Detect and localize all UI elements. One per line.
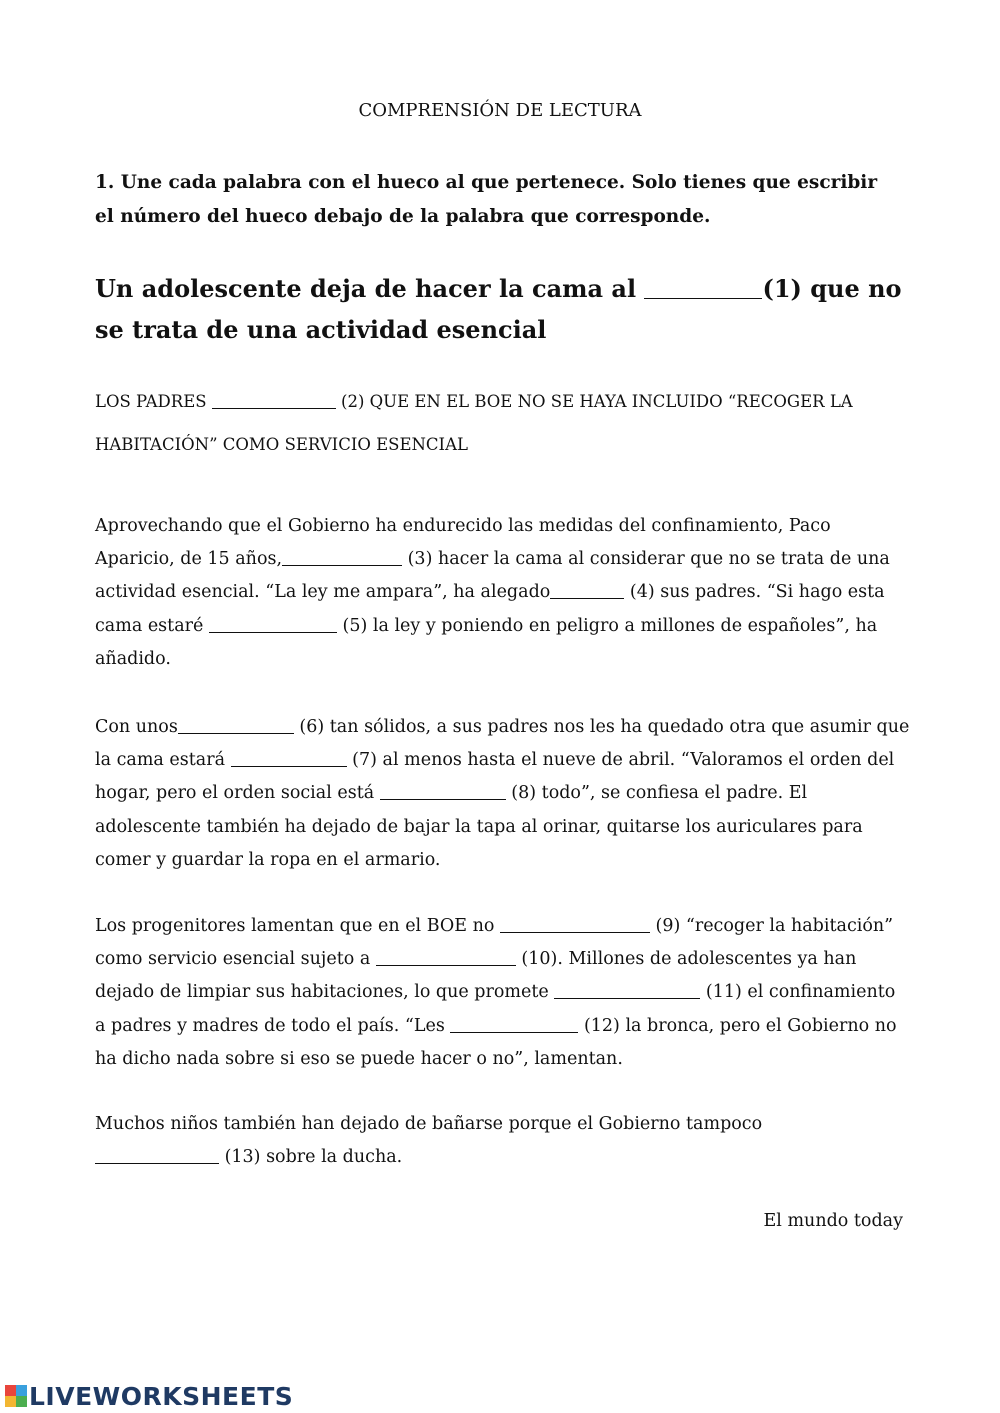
- paragraph-1: [95, 510, 910, 676]
- paragraph-2: [95, 711, 910, 877]
- paragraph-text: el confinamiento a padres y madres de todo el país. “Les: [95, 982, 896, 1036]
- gap-12[interactable]: (12): [450, 1016, 620, 1036]
- gap-7[interactable]: (7): [231, 750, 377, 770]
- paragraph-text: todo”, se confiesa el padre. El adolescente también ha dejado de bajar la tapa al orinar, quitarse los auriculares para comer y guardar la ropa en el armario.: [95, 783, 863, 870]
- subhead-text: LOS PADRES: [95, 392, 212, 411]
- article-headline: [95, 268, 915, 350]
- paragraph-text: al menos hasta el nueve de abril. “Valoramos el orden del hogar, pero el orden social está: [95, 750, 895, 804]
- liveworksheets-logo: [5, 1380, 293, 1412]
- page-title: COMPRENSIÓN DE LECTURA: [358, 100, 642, 121]
- liveworksheets-logo-icon: [5, 1385, 27, 1407]
- paragraph-text: Muchos niños también han dejado de bañarse porque el Gobierno tampoco: [95, 1114, 763, 1134]
- paragraph-3: [95, 910, 910, 1076]
- gap-10[interactable]: (10): [376, 949, 558, 969]
- article-subheadline: [95, 380, 915, 466]
- headline-text: Un adolescente deja de hacer la cama al: [95, 274, 645, 303]
- gap-11[interactable]: (11): [554, 982, 742, 1002]
- gap-5[interactable]: (5): [209, 616, 367, 636]
- logo-square-red: [5, 1385, 16, 1396]
- gap-1[interactable]: (1): [644, 274, 801, 303]
- article-source: El mundo today: [763, 1211, 903, 1231]
- paragraph-text: la bronca, pero el Gobierno no ha dicho nada sobre si eso se puede hacer o no”, lamentan.: [95, 1015, 897, 1069]
- paragraph-text: tan sólidos, a sus padres nos les ha quedado otra que asumir que la cama estará: [95, 717, 910, 771]
- logo-square-yellow: [5, 1396, 16, 1407]
- gap-4[interactable]: (4): [550, 582, 654, 602]
- gap-8[interactable]: (8): [380, 783, 536, 803]
- paragraph-text: Aprovechando que el Gobierno ha endurecido las medidas del confinamiento, Paco Aparicio, de 15 años,: [95, 516, 831, 570]
- headline-text: que no se trata de una actividad esencial: [95, 274, 902, 344]
- paragraph-text: sus padres. “Si hago esta cama estaré: [95, 582, 885, 636]
- exercise-instructions: 1. Une cada palabra con el hueco al que pertenece. Solo tienes que escribir el número del hueco debajo de la palabra que corresponde.: [95, 172, 878, 227]
- logo-square-green: [16, 1396, 27, 1407]
- paragraph-text: Con unos: [95, 717, 178, 737]
- subhead-text: QUE EN EL BOE NO SE HAYA INCLUIDO “RECOGER LA HABITACIÓN” COMO SERVICIO ESENCIAL: [95, 392, 853, 454]
- paragraph-text: Los progenitores lamentan que en el BOE no: [95, 916, 500, 936]
- gap-2[interactable]: (2): [212, 392, 365, 411]
- gap-13[interactable]: (13): [95, 1147, 261, 1167]
- paragraph-text: hacer la cama al considerar que no se trata de una actividad esencial. “La ley me ampara”, ha alegado: [95, 549, 890, 603]
- logo-square-blue: [16, 1385, 27, 1396]
- gap-9[interactable]: (9): [500, 916, 680, 936]
- paragraph-text: “recoger la habitación” como servicio esencial sujeto a: [95, 916, 894, 970]
- paragraph-text: sobre la ducha.: [260, 1147, 403, 1168]
- logo-text: LIVEWORKSHEETS: [29, 1381, 294, 1411]
- gap-3[interactable]: (3): [282, 549, 432, 569]
- paragraph-text: la ley y poniendo en peligro a millones de españoles”, ha añadido.: [95, 615, 878, 669]
- gap-6[interactable]: (6): [178, 717, 324, 737]
- paragraph-text: . Millones de adolescentes ya han dejado de limpiar sus habitaciones, lo que promete: [95, 949, 857, 1003]
- paragraph-4: [95, 1108, 910, 1174]
